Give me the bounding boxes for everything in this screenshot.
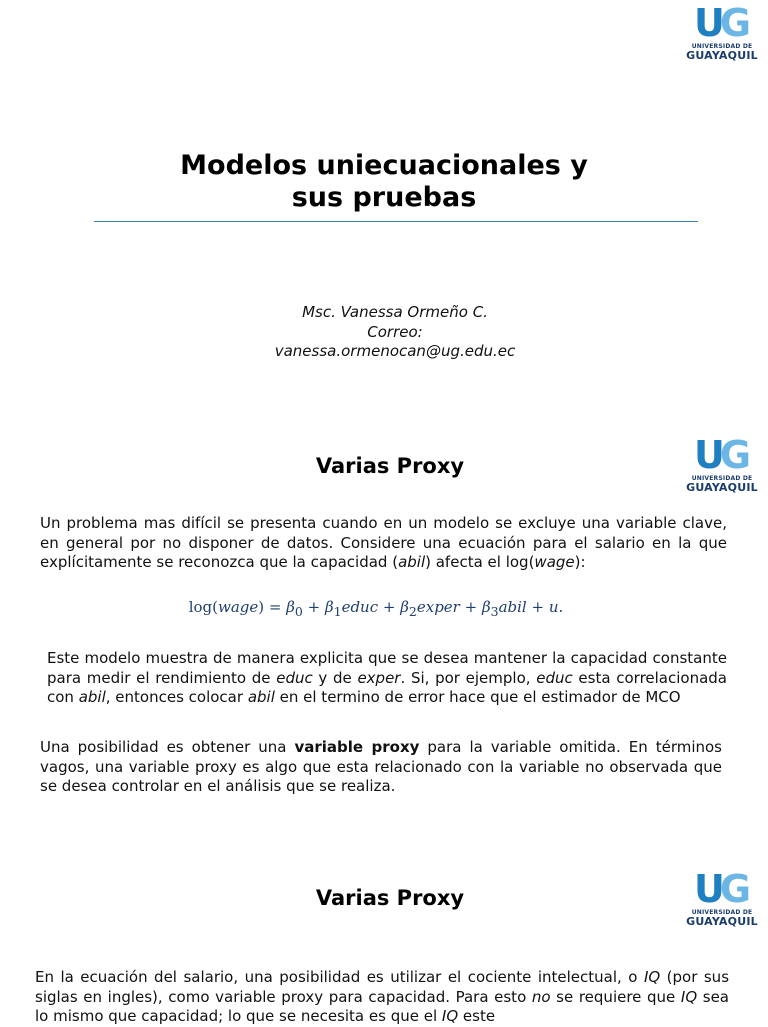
logo-city: GUAYAQUIL [686,49,758,62]
logo-city: GUAYAQUIL [686,915,758,928]
email-label: Correo: [367,322,423,341]
wage-equation: log(wage) = $\beta_0$ + $\beta_1educ$ + $\beta_2exper$ + $\beta_3abil + u$. [188,598,564,619]
author-block [0,303,768,362]
logo-subtitle: UNIVERSIDAD DE [691,43,753,50]
ug-logo-mark: UG [693,433,747,477]
slide-title [0,0,768,420]
university-logo [684,1,760,62]
author-name: Msc. Vanessa Ormeño C. [302,303,488,321]
title-divider [94,221,698,222]
slide-title: Varias Proxy [315,886,465,910]
presentation-title: Modelos uniecuacionales y sus pruebas [180,150,588,213]
author-email: vanessa.ormenocan@ug.edu.ec [274,342,516,360]
ug-logo-mark: UG [693,1,747,45]
proxy-paragraph: Una posibilidad es obtener una variable proxy para la variable omitida. En términos vagos, una variable proxy es algo que esta relacionado con la variable no observada que se desea controlar en el análisis que se realiza. [40,738,722,795]
model-paragraph: Este modelo muestra de manera explicita que se desea mantener la capacidad constante para medir el rendimiento de educ y de exper. Si, por ejemplo, educ esta correlacionada con abil, entonces colocar abil en el termino de error hace que el estimador de MCO [47,649,727,706]
slide-title: Varias Proxy [315,454,465,478]
ug-logo-mark: UG [693,867,747,911]
logo-subtitle: UNIVERSIDAD DE [691,475,753,482]
logo-subtitle: UNIVERSIDAD DE [691,909,753,916]
slide-varias-proxy-1 [0,420,768,850]
iq-paragraph: En la ecuación del salario, una posibilidad es utilizar el cociente intelectual, o IQ (por sus siglas en ingles), como variable proxy para capacidad. Para esto no se requiere que IQ sea lo mismo que capacidad; lo que se necesita es que el IQ este [35,968,730,1025]
slide-varias-proxy-2 [0,850,768,1024]
logo-city: GUAYAQUIL [686,481,758,494]
intro-paragraph: Un problema mas difícil se presenta cuando en un modelo se excluye una variable clave, en general por no disponer de datos. Considere una ecuación para el salario en la que explícitamente se reconozca que la capacidad (abil) afecta el log(wage): [40,514,727,571]
